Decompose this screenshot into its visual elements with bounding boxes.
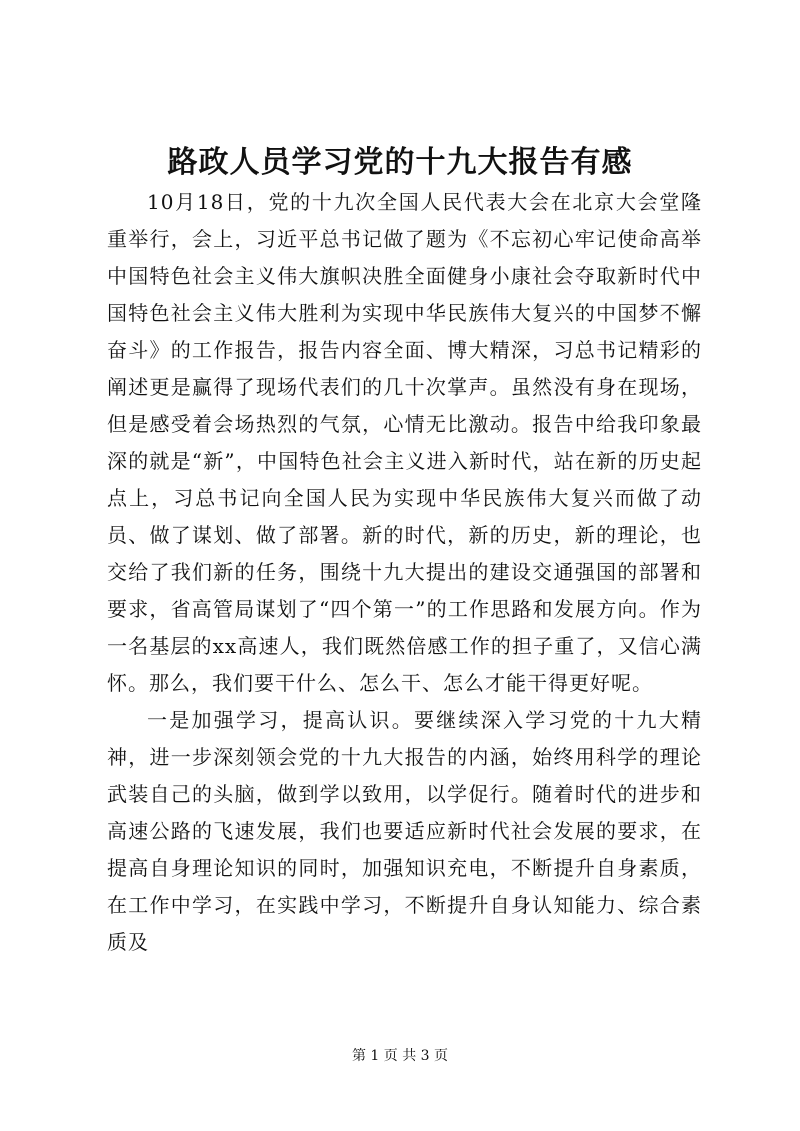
- document-title: 路政人员学习党的十九大报告有感: [167, 145, 633, 180]
- page-footer: 第 1 页 共 3 页: [351, 1048, 449, 1064]
- paragraph-point-one: 一是加强学习，提高认识。要继续深入学习党的十九大精神，进一步深刻领会党的十九大报告的内涵，始终用科学的理论武装自己的头脑，做到学以致用，以学促行。随着时代的进步和高速公路的飞速发展，我们也要适应新时代社会发展的要求，在提高自身理论知识的同时，加强知识充电，不断提升自身素质，在工作中学习，在实践中学习，不断提升自身认知能力、综合素质及: [107, 708, 702, 954]
- document-body: [107, 184, 702, 961]
- paragraph-intro: 10月18日，党的十九次全国人民代表大会在北京大会堂隆重举行，会上，习近平总书记做了题为《不忘初心牢记使命高举中国特色社会主义伟大旗帜决胜全面健身小康社会夺取新时代中国特色社会主义伟大胜利为实现中华民族伟大复兴的中国梦不懈奋斗》的工作报告，报告内容全面、博大精深，习总书记精彩的阐述更是赢得了现场代表们的几十次掌声。虽然没有身在现场，但是感受着会场热烈的气氛，心情无比激动。报告中给我印象最深的就是“新”，中国特色社会主义进入新时代，站在新的历史起点上，习总书记向全国人民为实现中华民族伟大复兴而做了动员、做了谋划、做了部署。新的时代，新的历史，新的理论，也交给了我们新的任务，围绕十九大提出的建设交通强国的部署和要求，省高管局谋划了“四个第一”的工作思路和发展方向。作为一名基层的xx高速人，我们既然倍感工作的担子重了，又信心满怀。那么，我们要干什么、怎么干、怎么才能干得更好呢。: [107, 190, 702, 695]
